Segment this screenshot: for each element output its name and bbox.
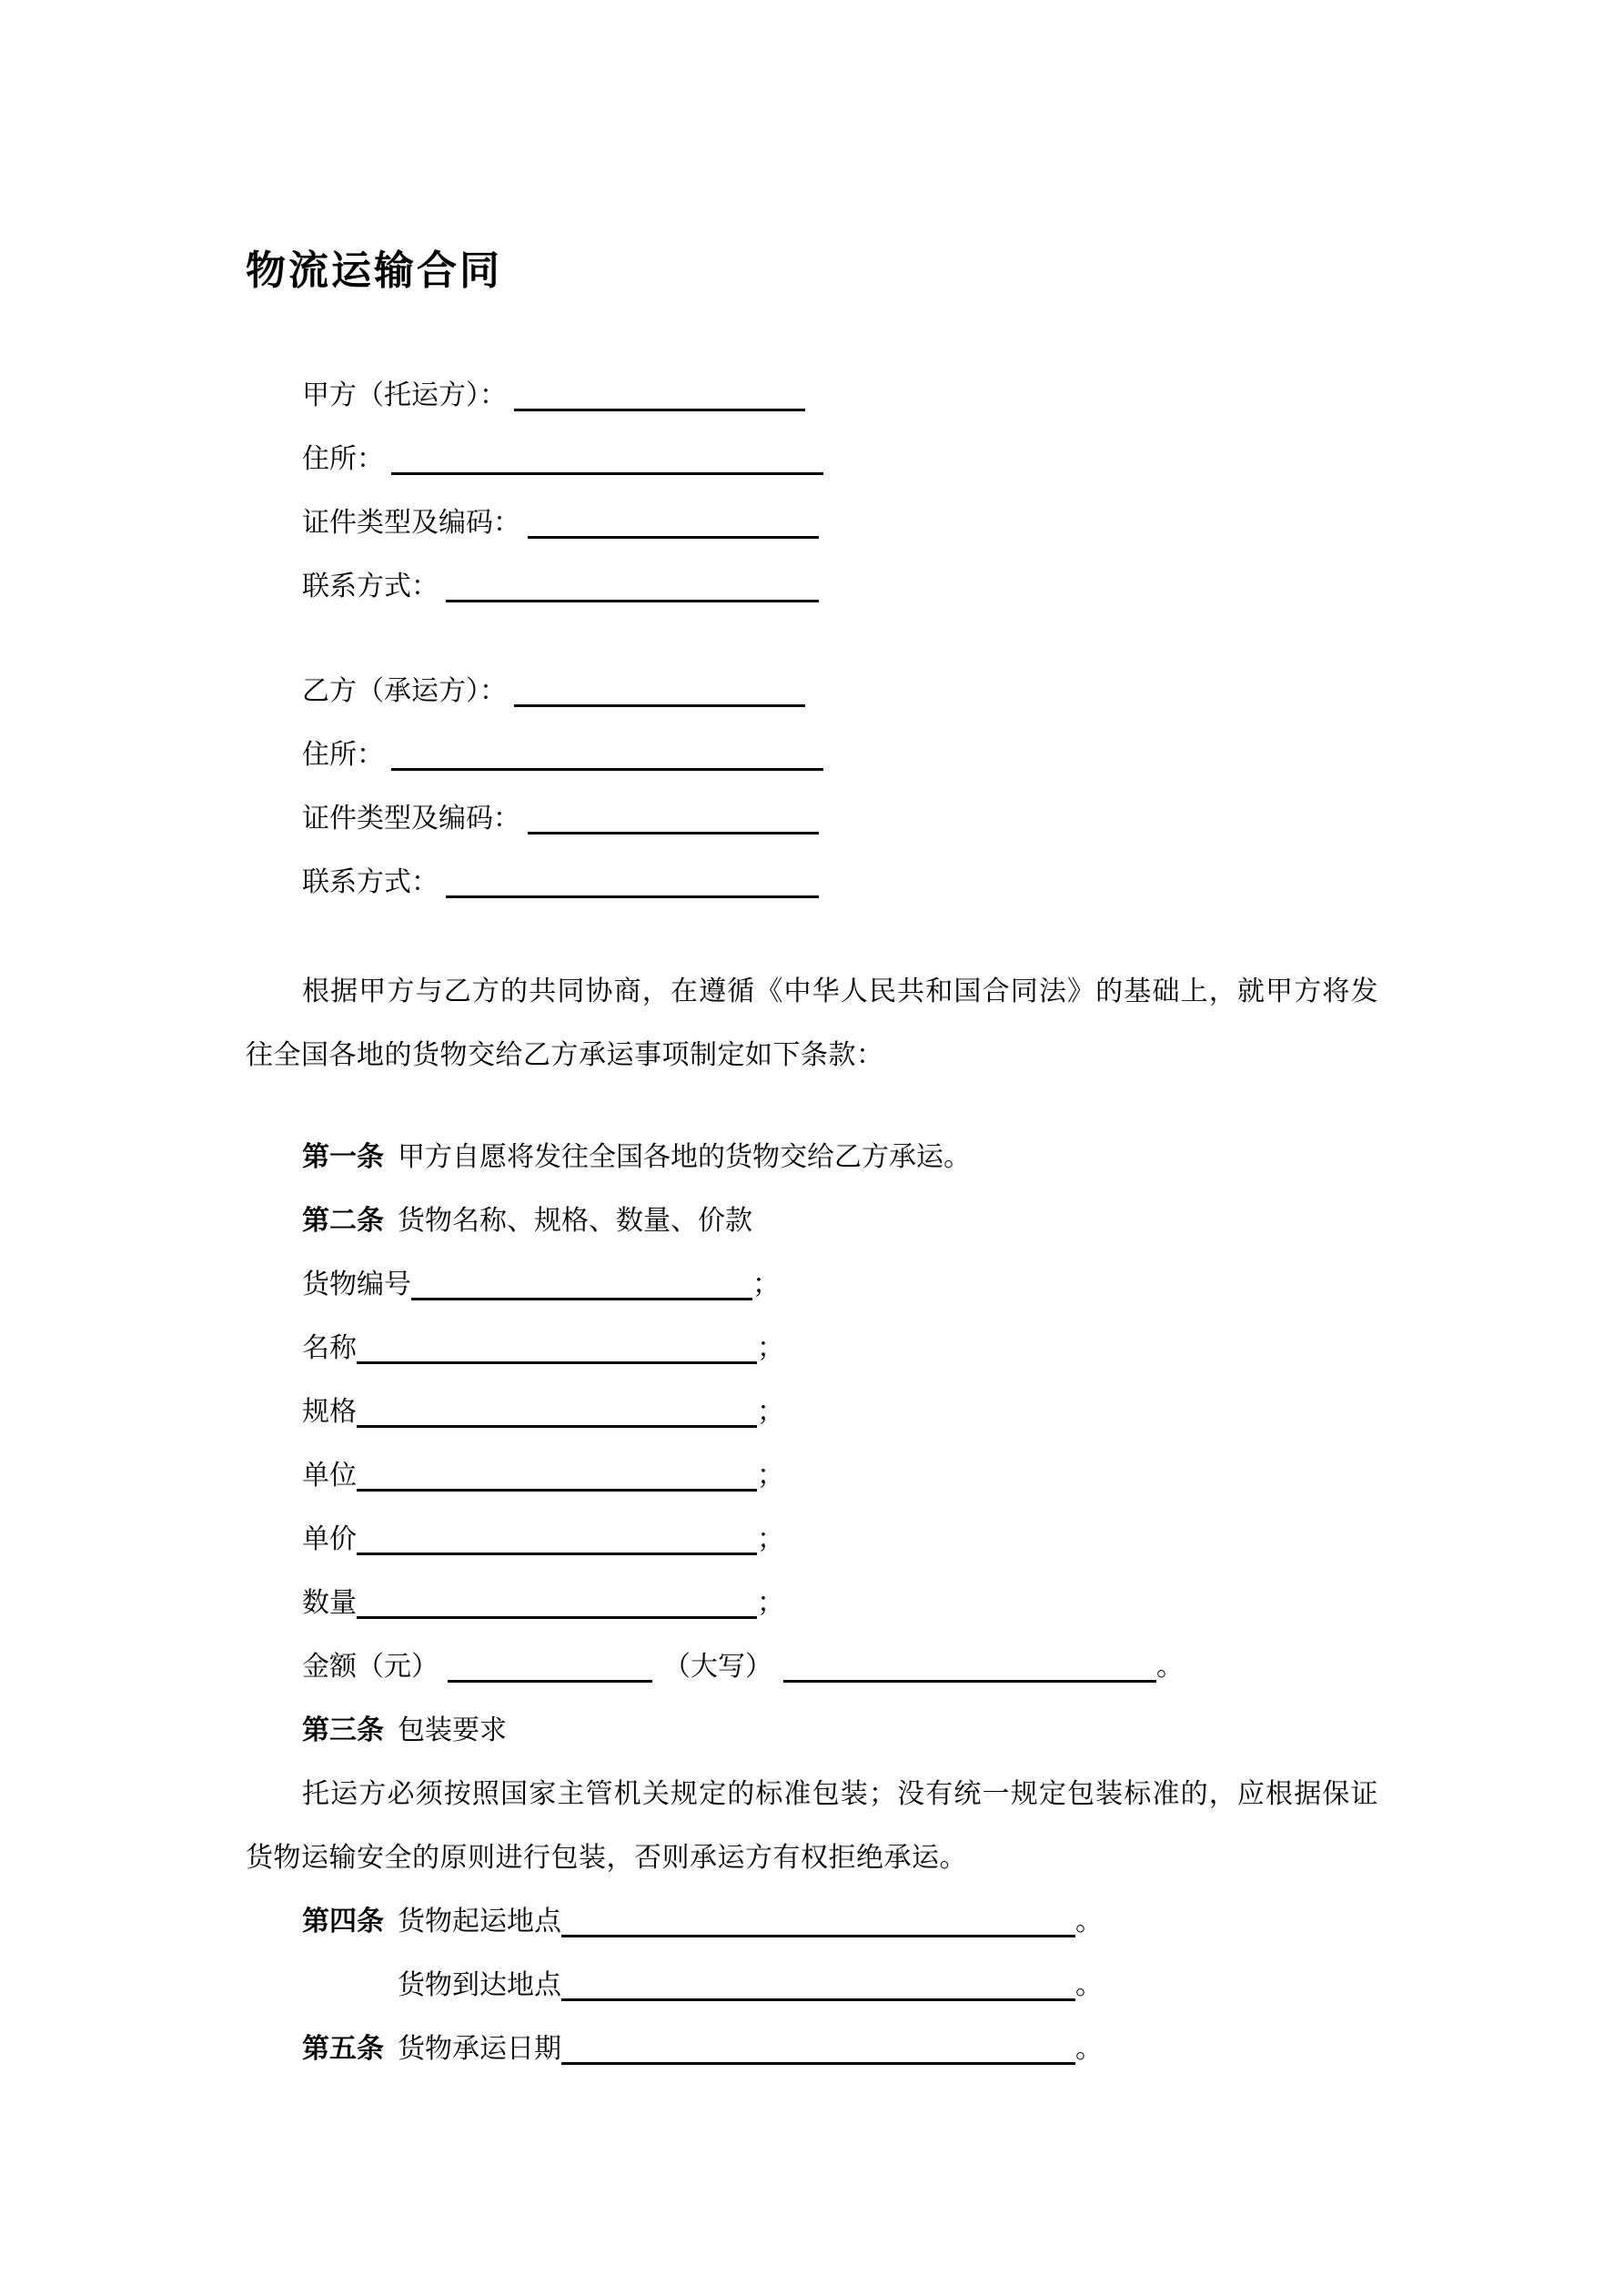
party-b-contact-label: 联系方式： bbox=[302, 867, 439, 897]
origin-place-blank-field[interactable] bbox=[561, 1900, 1075, 1937]
party-b-name-row bbox=[246, 660, 1378, 723]
article-3-text: 包装要求 bbox=[398, 1715, 507, 1745]
preamble-paragraph: 根据甲方与乙方的共同协商，在遵循《中华人民共和国合同法》的基础上，就甲方将发往全国各地的货物交给乙方承运事项制定如下条款： bbox=[246, 976, 1378, 1070]
goods-name-row bbox=[246, 1317, 1378, 1381]
amount-daxie-blank-field[interactable] bbox=[783, 1645, 1156, 1683]
goods-quantity-suffix: ； bbox=[757, 1588, 784, 1618]
party-b-address-label: 住所： bbox=[302, 740, 384, 770]
goods-spec-label: 规格 bbox=[302, 1397, 357, 1427]
party-b-id-blank-field[interactable] bbox=[528, 797, 819, 834]
origin-place-period: 。 bbox=[1075, 1907, 1103, 1937]
party-a-id-blank-field[interactable] bbox=[528, 501, 819, 539]
goods-unit-row bbox=[246, 1444, 1378, 1508]
destination-place-period: 。 bbox=[1075, 1970, 1103, 2000]
origin-place-label: 货物起运地点 bbox=[398, 1907, 561, 1937]
goods-price-suffix: ； bbox=[757, 1524, 784, 1554]
party-b-name-label: 乙方（承运方）： bbox=[302, 676, 507, 706]
article-1-number: 第一条 bbox=[302, 1142, 384, 1172]
article-5-number: 第五条 bbox=[302, 2034, 384, 2064]
article-2-number: 第二条 bbox=[302, 1206, 384, 1236]
article-4-row bbox=[246, 1890, 1378, 1954]
carriage-date-label: 货物承运日期 bbox=[398, 2034, 561, 2064]
party-a-contact-blank-field[interactable] bbox=[446, 565, 819, 602]
destination-place-row bbox=[246, 1954, 1378, 2018]
party-a-name-row bbox=[246, 364, 1378, 428]
party-a-address-blank-field[interactable] bbox=[391, 438, 823, 475]
goods-unit-blank-field[interactable] bbox=[357, 1454, 757, 1492]
carriage-date-blank-field[interactable] bbox=[561, 2028, 1075, 2065]
amount-label: 金额（元） bbox=[302, 1652, 439, 1682]
goods-code-row bbox=[246, 1253, 1378, 1317]
goods-spec-row bbox=[246, 1381, 1378, 1444]
goods-name-label: 名称 bbox=[302, 1333, 357, 1363]
party-a-contact-row bbox=[246, 555, 1378, 619]
party-a-id-row bbox=[246, 491, 1378, 555]
amount-row bbox=[246, 1635, 1378, 1699]
goods-quantity-row bbox=[246, 1572, 1378, 1635]
carriage-date-period: 。 bbox=[1075, 2034, 1103, 2064]
amount-blank-field[interactable] bbox=[448, 1645, 652, 1683]
goods-name-blank-field[interactable] bbox=[357, 1327, 757, 1364]
goods-quantity-blank-field[interactable] bbox=[357, 1582, 757, 1619]
party-a-block bbox=[246, 364, 1378, 619]
party-b-address-blank-field[interactable] bbox=[391, 733, 823, 771]
party-b-id-row bbox=[246, 787, 1378, 851]
article-1-row bbox=[246, 1126, 1378, 1189]
goods-unit-label: 单位 bbox=[302, 1461, 357, 1491]
party-b-address-row bbox=[246, 723, 1378, 787]
article-3-body-paragraph: 托运方必须按照国家主管机关规定的标准包装；没有统一规定包装标准的，应根据保证货物运输安全的原则进行包装，否则承运方有权拒绝承运。 bbox=[246, 1779, 1378, 1873]
goods-price-label: 单价 bbox=[302, 1524, 357, 1554]
party-b-id-label: 证件类型及编码： bbox=[302, 804, 520, 834]
article-4-number: 第四条 bbox=[302, 1907, 384, 1937]
article-3-number: 第三条 bbox=[302, 1715, 384, 1745]
party-b-block bbox=[246, 660, 1378, 915]
document-title: 物流运输合同 bbox=[246, 248, 502, 293]
article-2-row bbox=[246, 1189, 1378, 1253]
goods-code-label: 货物编号 bbox=[302, 1269, 411, 1300]
party-a-name-label: 甲方（托运方）： bbox=[302, 380, 507, 410]
party-b-contact-blank-field[interactable] bbox=[446, 861, 819, 898]
amount-daxie-label: （大写） bbox=[663, 1652, 772, 1682]
party-b-name-blank-field[interactable] bbox=[514, 670, 805, 707]
goods-spec-suffix: ； bbox=[757, 1397, 784, 1427]
goods-unit-suffix: ； bbox=[757, 1461, 784, 1491]
party-a-address-row bbox=[246, 428, 1378, 491]
amount-period: 。 bbox=[1156, 1652, 1184, 1682]
article-3-row bbox=[246, 1699, 1378, 1763]
article-2-text: 货物名称、规格、数量、价款 bbox=[398, 1206, 752, 1236]
goods-price-row bbox=[246, 1508, 1378, 1572]
article-5-row bbox=[246, 2018, 1378, 2081]
party-b-contact-row bbox=[246, 851, 1378, 915]
goods-spec-blank-field[interactable] bbox=[357, 1391, 757, 1428]
destination-place-blank-field[interactable] bbox=[561, 1964, 1075, 2001]
goods-quantity-label: 数量 bbox=[302, 1588, 357, 1618]
goods-price-blank-field[interactable] bbox=[357, 1518, 757, 1555]
party-a-address-label: 住所： bbox=[302, 444, 384, 474]
party-a-name-blank-field[interactable] bbox=[514, 374, 805, 411]
goods-code-suffix: ； bbox=[752, 1269, 780, 1300]
article-1-text: 甲方自愿将发往全国各地的货物交给乙方承运。 bbox=[398, 1142, 971, 1172]
goods-code-blank-field[interactable] bbox=[411, 1263, 752, 1300]
destination-place-label: 货物到达地点 bbox=[398, 1970, 561, 2000]
party-a-id-label: 证件类型及编码： bbox=[302, 508, 520, 538]
party-a-contact-label: 联系方式： bbox=[302, 571, 439, 602]
goods-name-suffix: ； bbox=[757, 1333, 784, 1363]
